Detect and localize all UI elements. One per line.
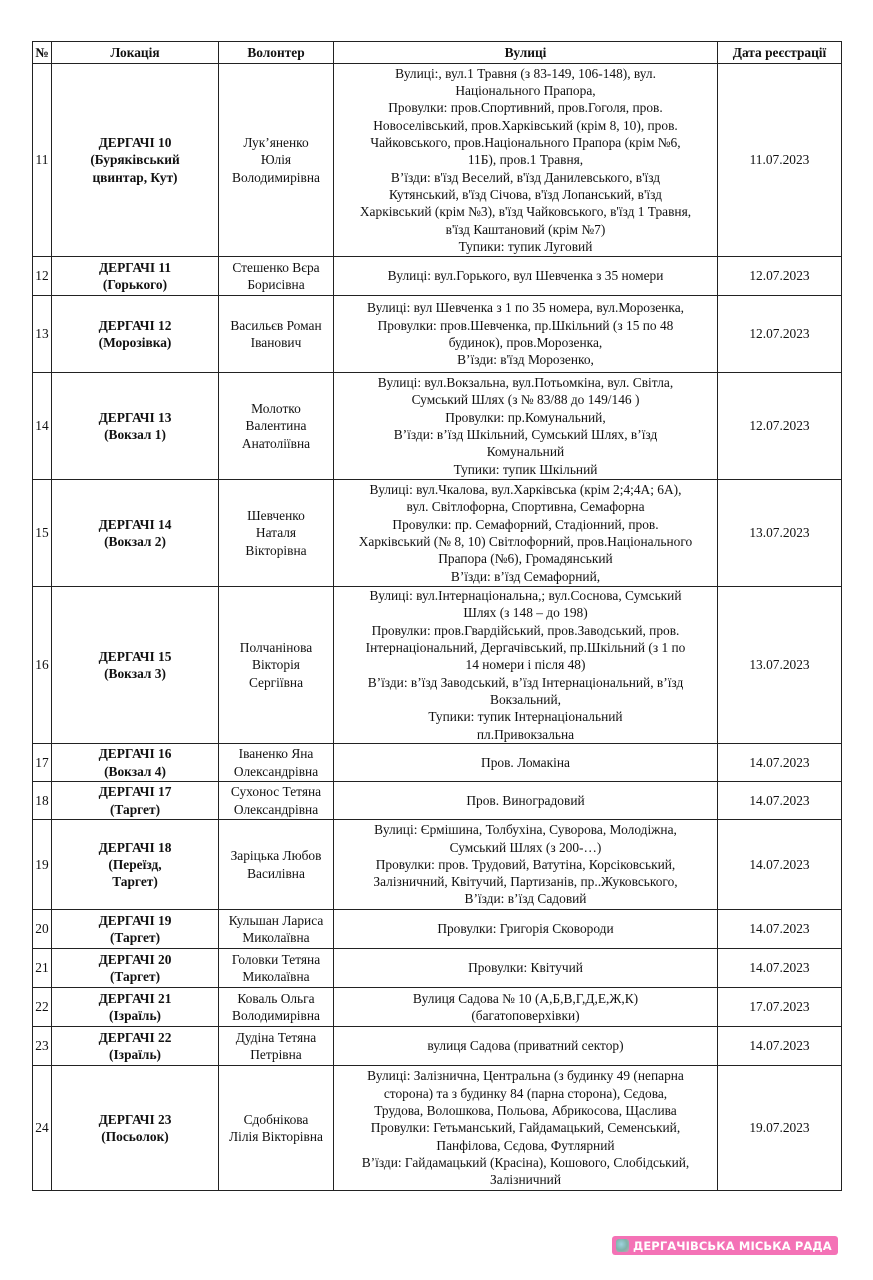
row-number: 18 [33, 782, 52, 820]
registration-date: 14.07.2023 [718, 910, 842, 949]
streets-line: Чайковського, пров.Національного Прапора (крім №6, [370, 135, 681, 151]
location-line: (Морозівка) [98, 335, 172, 350]
location-cell [52, 587, 219, 744]
streets-line: Пров. Виноградовий [466, 792, 585, 808]
location-cell [52, 820, 219, 910]
location-line: Таргет) [112, 874, 158, 890]
location-cell [52, 480, 219, 587]
location-line: ДЕРГАЧІ 10 [98, 135, 172, 151]
table-row [33, 373, 842, 480]
volunteer-line: Олександрівна [233, 801, 319, 817]
location-line: ДЕРГАЧІ 17 [98, 784, 172, 800]
volunteer-cell [219, 820, 334, 910]
streets-line: Пров. Ломакіна [481, 754, 570, 770]
location-cell [52, 1066, 219, 1191]
volunteer-line: Олександрівна [233, 763, 319, 779]
volunteer-line: Кульшан Лариса [228, 912, 324, 928]
streets-line: Вулиці: вул.Чкалова, вул.Харківська (крім 2;4;4А; 6А), [369, 482, 682, 498]
location-line: (Вокзал 1) [104, 427, 166, 442]
registration-date: 17.07.2023 [718, 988, 842, 1027]
row-number: 12 [33, 257, 52, 296]
location-cell [52, 296, 219, 373]
streets-line: Трудова, Волошкова, Польова, Абрикосова, Щаслива [374, 1103, 677, 1119]
streets-line: Провулки: пров.Гвардійський, пров.Заводський, пров. [371, 622, 680, 638]
header-row [33, 42, 842, 64]
streets-line: Провулки: Григорія Сковороди [437, 921, 614, 937]
registration-date: 14.07.2023 [718, 744, 842, 782]
streets-line: Вулиці: Єрмішина, Толбухіна, Суворова, Молодіжна, [374, 822, 677, 838]
row-number: 16 [33, 587, 52, 744]
streets-line: Провулки: Гетьманський, Гайдамацький, Семенський, [370, 1120, 681, 1136]
streets-line: Шлях (з 148 – до 198) [463, 605, 588, 621]
streets-line: Тупики: тупик Шкільний [453, 461, 598, 477]
streets-line: Харківський (№ 8, 10) Світлофорний, пров.Національного [358, 534, 693, 549]
volunteer-line: Дудіна Тетяна [235, 1029, 317, 1045]
streets-cell [334, 296, 718, 373]
streets-cell [334, 480, 718, 587]
volunteer-line: Заріцька Любов [230, 848, 322, 864]
table-body [33, 64, 842, 1191]
location-line: ДЕРГАЧІ 13 [98, 409, 172, 425]
header-date: Дата реєстрації [718, 42, 842, 64]
volunteer-cell [219, 587, 334, 744]
location-line: (Таргет) [109, 969, 161, 984]
table-row [33, 64, 842, 257]
row-number: 23 [33, 1027, 52, 1066]
volunteer-line: Іванович [250, 335, 302, 350]
header-num: № [33, 42, 52, 64]
location-cell [52, 257, 219, 296]
registration-date: 12.07.2023 [718, 257, 842, 296]
volunteer-cell [219, 296, 334, 373]
location-line: (Горького) [102, 277, 168, 292]
registration-date: 14.07.2023 [718, 782, 842, 820]
streets-line: 14 номери і після 48) [465, 657, 586, 673]
table-row [33, 587, 842, 744]
volunteer-cell [219, 1066, 334, 1191]
row-number: 15 [33, 480, 52, 587]
row-number: 19 [33, 820, 52, 910]
streets-line: В’їзди: в’їзд Шкільний, Сумський Шлях, в’їзд [393, 427, 658, 442]
streets-line: Панфілова, Сєдова, Футлярний [436, 1137, 615, 1153]
streets-line: В’їзди: в’їзд Заводський, в’їзд Інтернаціональний, в’їзд [367, 674, 684, 690]
streets-line: Вокзальний, [490, 691, 561, 707]
location-line: ДЕРГАЧІ 20 [98, 951, 172, 967]
streets-line: Комунальний [486, 444, 565, 460]
volunteer-registry-table [32, 41, 842, 1191]
streets-cell [334, 910, 718, 949]
streets-line: Прапора (№6), Громадянський [438, 551, 613, 567]
streets-line: Харківський (крім №3), в'їзд Чайковського, в'їзд 1 Травня, [359, 204, 692, 220]
table-row [33, 782, 842, 820]
streets-line: Провулки: пров.Спортивний, пров.Гоголя, пров. [388, 100, 663, 116]
volunteer-line: Борисівна [247, 277, 305, 292]
location-line: ДЕРГАЧІ 19 [98, 912, 172, 928]
streets-line: Вулиці: вул.Вокзальна, вул.Потьомкіна, вул. Світла, [377, 375, 674, 391]
registration-date: 12.07.2023 [718, 296, 842, 373]
streets-line: В’їзди: в’їзд Семафорний, [450, 568, 601, 584]
volunteer-cell [219, 373, 334, 480]
table-row [33, 820, 842, 910]
streets-line: вул. Світлофорна, Спортивна, Семафорна [406, 499, 645, 515]
volunteer-cell [219, 257, 334, 296]
streets-cell [334, 782, 718, 820]
location-line: ДЕРГАЧІ 21 [98, 990, 172, 1006]
registration-date: 14.07.2023 [718, 820, 842, 910]
registration-date: 19.07.2023 [718, 1066, 842, 1191]
streets-line: Вулиці: вул.Інтернаціональна,; вул.Соснова, Сумський [369, 588, 682, 604]
header-streets: Вулиці [334, 42, 718, 64]
streets-line: Провулки: пр.Комунальний, [445, 409, 606, 425]
location-line: цвинтар, Кут) [92, 169, 178, 185]
streets-cell [334, 373, 718, 480]
volunteer-cell [219, 910, 334, 949]
streets-line: Національного Прапора, [455, 83, 596, 99]
streets-line: Залізничний [489, 1172, 562, 1188]
streets-line: Провулки: пр. Семафорний, Стадіонний, пров. [392, 516, 659, 532]
streets-cell [334, 820, 718, 910]
volunteer-line: Петрівна [250, 1047, 302, 1062]
table-row [33, 296, 842, 373]
registration-date: 14.07.2023 [718, 1027, 842, 1066]
row-number: 22 [33, 988, 52, 1027]
volunteer-line: Молотко [251, 401, 301, 417]
volunteer-line: Васильєв Роман [230, 317, 322, 333]
volunteer-line: Полчанінова [239, 640, 313, 656]
registration-date: 13.07.2023 [718, 587, 842, 744]
header-location: Локація [52, 42, 219, 64]
location-line: (Таргет) [109, 801, 161, 817]
header-volunteer: Волонтер [219, 42, 334, 64]
streets-line: Тупики: тупик Луговий [458, 238, 593, 254]
table-row [33, 480, 842, 587]
streets-line: Сумський Шлях (з № 83/88 до 149/146 ) [411, 392, 640, 408]
streets-line: Тупики: тупик Інтернаціональний [428, 709, 623, 725]
volunteer-cell [219, 744, 334, 782]
location-cell [52, 949, 219, 988]
volunteer-line: Анатоліївна [241, 435, 311, 451]
registration-date: 12.07.2023 [718, 373, 842, 480]
streets-line: Новоселівський, пров.Харківський (крім 8, 10), пров. [373, 117, 678, 133]
location-line: (Ізраїль) [109, 1047, 161, 1062]
city-emblem-icon [616, 1239, 629, 1252]
volunteer-line: Валентина [245, 418, 307, 434]
volunteer-line: Лук’яненко [243, 135, 309, 151]
location-line: ДЕРГАЧІ 11 [98, 259, 172, 275]
row-number: 24 [33, 1066, 52, 1191]
location-line: (Вокзал 3) [104, 666, 166, 681]
location-line: (Ізраїль) [109, 1008, 161, 1023]
volunteer-line: Василівна [247, 865, 305, 881]
location-line: (Вокзал 2) [104, 534, 166, 549]
location-line: (Таргет) [109, 930, 161, 945]
streets-line: Вулиця Садова № 10 (А,Б,В,Г,Д,Е,Ж,К) [412, 990, 639, 1006]
location-line: (Вокзал 4) [104, 763, 166, 779]
location-cell [52, 988, 219, 1027]
streets-line: сторона) та з будинку 84 (парна сторона), Сєдова, [383, 1085, 668, 1101]
location-line: (Переїзд, [108, 856, 162, 872]
location-cell [52, 744, 219, 782]
streets-line: В’їзди: в'їзд Веселий, в'їзд Данилевського, в'їзд [390, 169, 661, 185]
volunteer-line: Вікторія [252, 657, 300, 673]
volunteer-cell [219, 949, 334, 988]
streets-cell [334, 64, 718, 257]
streets-line: Провулки: Квітучий [468, 960, 583, 976]
streets-line: вулиця Садова (приватний сектор) [427, 1038, 624, 1054]
volunteer-line: Сдобнікова [243, 1111, 309, 1127]
volunteer-cell [219, 988, 334, 1027]
streets-line: 11Б), пров.1 Травня, [467, 152, 584, 168]
location-line: ДЕРГАЧІ 12 [98, 317, 172, 333]
registration-date: 13.07.2023 [718, 480, 842, 587]
streets-line: в'їзд Каштановий (крім №7) [445, 221, 606, 237]
volunteer-line: Стешенко Вєра [232, 259, 320, 275]
streets-line: В’їзди: в’їзд Садовий [464, 891, 587, 907]
watermark-text: ДЕРГАЧІВСЬКА МІСЬКА РАДА [633, 1238, 832, 1253]
volunteer-cell [219, 64, 334, 257]
streets-line: Провулки: пров.Шевченка, пр.Шкільний (з 15 по 48 [377, 317, 674, 333]
location-cell [52, 373, 219, 480]
location-line: ДЕРГАЧІ 16 [98, 746, 172, 762]
location-line: ДЕРГАЧІ 18 [98, 839, 172, 855]
row-number: 17 [33, 744, 52, 782]
watermark-badge [612, 1236, 838, 1255]
location-line: (Посьолок) [101, 1129, 169, 1144]
volunteer-line: Іваненко Яна [238, 746, 314, 762]
volunteer-line: Володимирівна [232, 169, 320, 185]
row-number: 14 [33, 373, 52, 480]
volunteer-cell [219, 782, 334, 820]
streets-line: Інтернаціональний, Дергачівський, пр.Шкільний (з 1 по [365, 640, 686, 656]
streets-line: В’їзди: Гайдамацький (Красіна), Кошового, Слобідський, [361, 1154, 690, 1170]
streets-line: В’їзди: в'їзд Морозенко, [457, 352, 594, 368]
registration-date: 11.07.2023 [718, 64, 842, 257]
location-cell [52, 782, 219, 820]
streets-line: (багатоповерхівки) [471, 1008, 580, 1023]
streets-line: Вулиці: Залізнична, Центральна (з будинку 49 (непарна [367, 1068, 684, 1084]
volunteer-line: Наталя [255, 525, 297, 541]
location-line: (Буряківський [90, 152, 180, 168]
streets-cell [334, 949, 718, 988]
row-number: 20 [33, 910, 52, 949]
volunteer-line: Юлія [260, 152, 292, 168]
row-number: 13 [33, 296, 52, 373]
streets-line: Залізничний, Квітучий, Партизанів, пр..Жуковського, [373, 874, 678, 890]
table-row [33, 744, 842, 782]
streets-cell [334, 744, 718, 782]
location-line: ДЕРГАЧІ 15 [98, 648, 172, 664]
volunteer-cell [219, 1027, 334, 1066]
streets-cell [334, 587, 718, 744]
streets-line: Провулки: пров. Трудовий, Ватутіна, Корсіковський, [375, 856, 676, 872]
row-number: 21 [33, 949, 52, 988]
streets-cell [334, 988, 718, 1027]
streets-line: Вулиці: вул.Горького, вул Шевченка з 35 номери [387, 268, 664, 284]
registration-date: 14.07.2023 [718, 949, 842, 988]
location-cell [52, 64, 219, 257]
table-row [33, 1066, 842, 1191]
table-row [33, 949, 842, 988]
streets-line: Сумський Шлях (з 200-…) [449, 839, 602, 855]
streets-line: Вулиці: вул Шевченка з 1 по 35 номера, вул.Морозенка, [366, 300, 684, 316]
volunteer-line: Коваль Ольга [237, 990, 315, 1006]
row-number: 11 [33, 64, 52, 257]
streets-cell [334, 1066, 718, 1191]
table-row [33, 988, 842, 1027]
streets-cell [334, 1027, 718, 1066]
volunteer-line: Володимирівна [232, 1008, 320, 1023]
volunteer-line: Сергіївна [248, 674, 304, 690]
volunteer-cell [219, 480, 334, 587]
location-line: ДЕРГАЧІ 23 [98, 1111, 172, 1127]
volunteer-line: Миколаївна [242, 969, 310, 984]
streets-line: будинок), пров.Морозенка, [448, 335, 603, 350]
volunteer-line: Миколаївна [242, 930, 310, 945]
streets-line: Кутянський, в'їзд Січова, в'їзд Лопанський, в'їзд [388, 186, 662, 202]
location-cell [52, 1027, 219, 1066]
streets-line: пл.Привокзальна [476, 726, 575, 742]
volunteer-line: Сухонос Тетяна [230, 784, 322, 800]
volunteer-line: Головки Тетяна [231, 951, 321, 967]
streets-line: Вулиці:, вул.1 Травня (з 83-149, 106-148), вул. [395, 65, 656, 81]
streets-cell [334, 257, 718, 296]
location-line: ДЕРГАЧІ 22 [98, 1029, 172, 1045]
location-cell [52, 910, 219, 949]
volunteer-line: Лілія Вікторівна [229, 1129, 323, 1144]
location-line: ДЕРГАЧІ 14 [98, 516, 172, 532]
table-row [33, 910, 842, 949]
table-row [33, 1027, 842, 1066]
table-row [33, 257, 842, 296]
volunteer-line: Шевченко [247, 508, 305, 524]
volunteer-line: Вікторівна [245, 542, 307, 558]
